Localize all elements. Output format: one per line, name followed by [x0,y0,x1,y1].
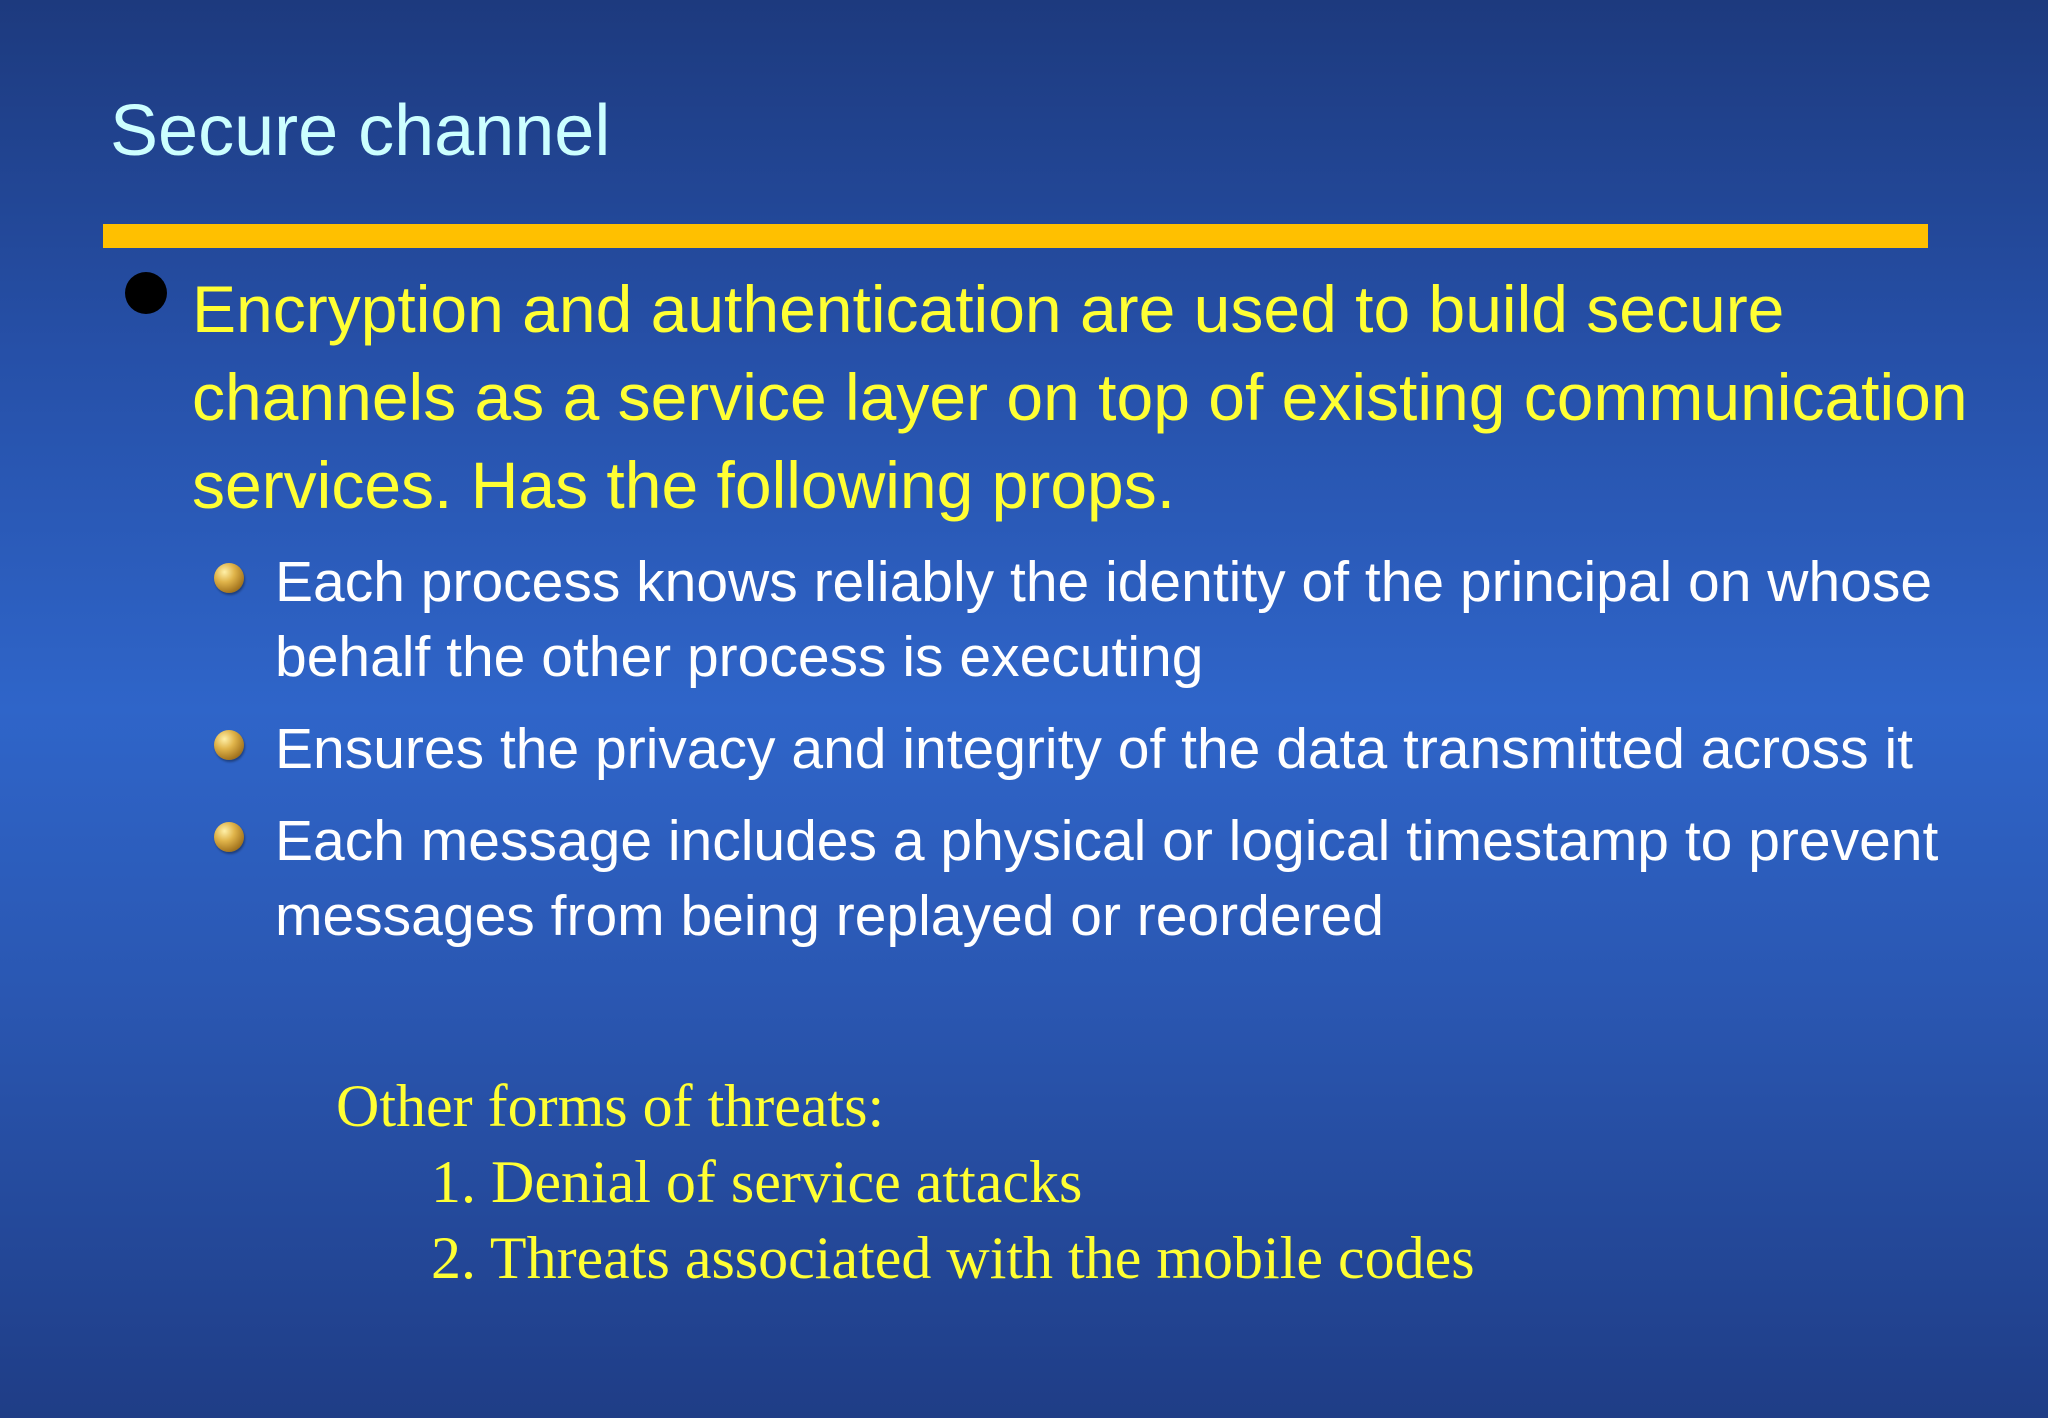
sub-point [214,545,1974,695]
bullet-icon [125,272,167,314]
title-divider [103,224,1928,248]
threat-item: 2. Threats associated with the mobile codes [431,1225,1475,1291]
sphere-bullet-icon [214,563,244,593]
sub-point-text: Each process knows reliably the identity of the principal on whose behalf the other process is executing [275,550,1933,689]
sub-point [214,712,1974,787]
main-point-text: Encryption and authentication are used to build secure channels as a service layer on top of existing communication services. Has the following props. [192,272,1968,522]
slide-title: Secure channel [110,91,611,171]
threats-block [336,1068,1475,1296]
sub-point-list [214,545,1974,971]
sub-point [214,804,1974,954]
sphere-bullet-icon [214,730,244,760]
threats-heading: Other forms of threats: [336,1073,885,1139]
sub-point-text: Ensures the privacy and integrity of the data transmitted across it [275,717,1913,781]
threat-item: 1. Denial of service attacks [431,1149,1083,1215]
sub-point-text: Each message includes a physical or logical timestamp to prevent messages from being replayed or reordered [275,809,1939,948]
sphere-bullet-icon [214,822,244,852]
